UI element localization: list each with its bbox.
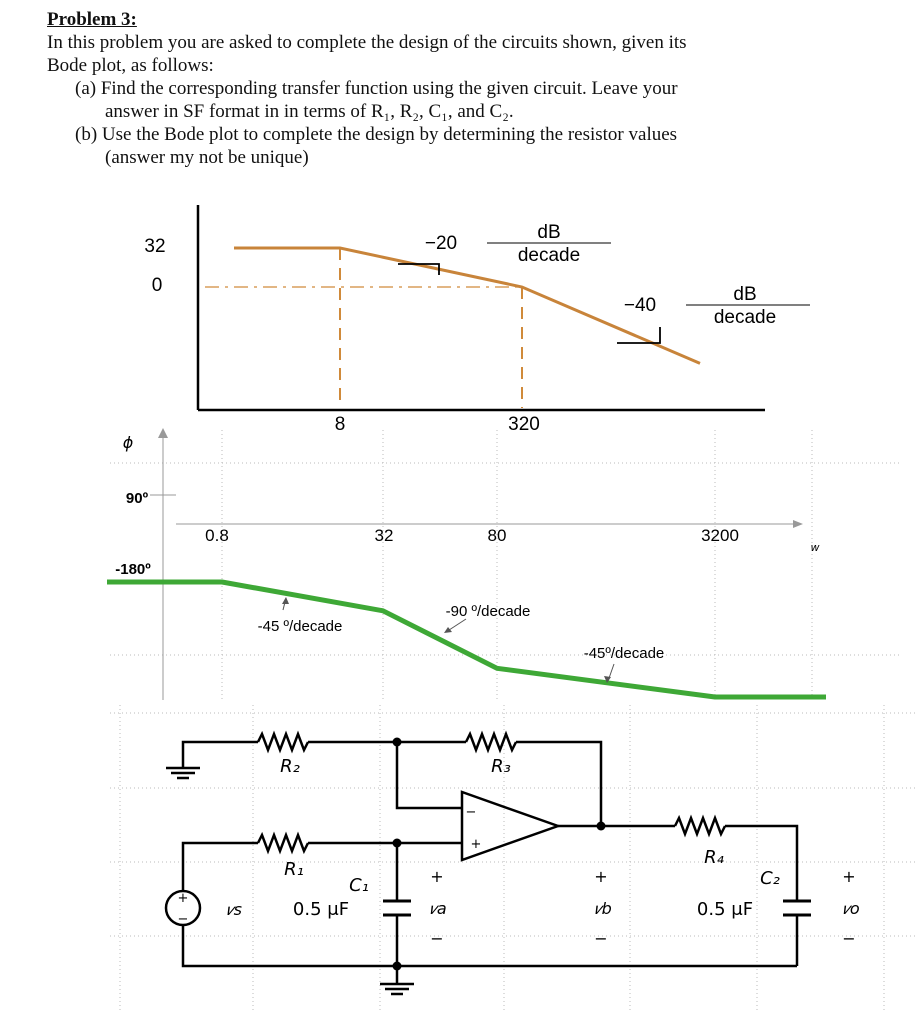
label-vb: 𝑣b xyxy=(594,899,612,918)
phase-tick-90-label: 90º xyxy=(125,490,149,507)
resistor-r4 xyxy=(675,818,725,834)
vo-minus: − xyxy=(842,929,856,948)
intro-line-2: Bode plot, as follows: xyxy=(47,55,214,76)
part-a-line-2: answer in SF format in in terms of R₁, R₂, C₁, and C₂. xyxy=(105,101,514,122)
phase-tick-32: 32 xyxy=(374,526,394,545)
label-vo: 𝑣o xyxy=(842,899,860,918)
part-b-line-1: (b) Use the Bode plot to complete the design by determining the resistor values xyxy=(75,124,678,145)
label-vs: 𝑣s xyxy=(226,900,242,919)
part-a-line-1: (a) Find the corresponding transfer function using the given circuit. Leave your xyxy=(75,78,678,99)
capacitor-c1 xyxy=(383,901,411,915)
label-va: 𝑣a xyxy=(429,899,447,918)
mag-tick-32: 32 xyxy=(144,236,166,257)
phase-tick-80: 80 xyxy=(487,526,507,545)
va-minus: − xyxy=(430,929,444,948)
resistor-r3 xyxy=(466,734,516,750)
label-r3: R₃ xyxy=(491,756,511,777)
slope-1-per: decade xyxy=(517,245,581,266)
vb-plus: + xyxy=(594,867,608,886)
problem-title: Problem 3: xyxy=(47,9,137,30)
label-c2-value: 0.5 μF xyxy=(696,899,754,920)
label-c1-value: 0.5 μF xyxy=(292,899,350,920)
opamp-plus-label: + xyxy=(470,837,482,852)
phase-plot xyxy=(107,428,900,700)
intro-line-1: In this problem you are asked to complete the design of the circuits shown, given its xyxy=(47,32,687,53)
magnitude-plot xyxy=(144,205,810,435)
slope-1-unit: dB xyxy=(537,222,561,243)
annot-1: -45 º/decade xyxy=(257,618,343,635)
phase-xlabel: w xyxy=(810,541,820,554)
label-r2: R₂ xyxy=(280,756,300,777)
label-c1: C₁ xyxy=(349,875,369,896)
phase-x-arrow xyxy=(793,520,803,528)
label-c2: C₂ xyxy=(760,868,780,889)
mag-marker-320: 320 xyxy=(508,414,540,435)
mag-marker-8: 8 xyxy=(334,414,346,435)
part-b-line-2: (answer my not be unique) xyxy=(105,147,309,168)
label-r1: R₁ xyxy=(284,859,304,880)
annot-3: -45º/decade xyxy=(583,645,665,662)
label-r4: R₄ xyxy=(704,847,724,868)
source-plus: + xyxy=(177,891,189,906)
phase-tick-minus180-label: -180º xyxy=(115,561,151,578)
vb-minus: − xyxy=(594,929,608,948)
slope-2-unit: dB xyxy=(733,284,757,305)
opamp-minus-label: − xyxy=(465,805,477,820)
resistor-r1 xyxy=(258,835,308,851)
slope-2-num: −40 xyxy=(623,295,657,316)
phase-y-arrow xyxy=(158,428,168,438)
mag-tick-0: 0 xyxy=(151,275,163,296)
slope-1-num: −20 xyxy=(424,233,458,254)
slope-2-per: decade xyxy=(713,307,777,328)
source-minus: − xyxy=(177,912,189,927)
resistor-r2 xyxy=(258,734,308,750)
capacitor-c2 xyxy=(783,901,811,915)
phase-tick-3200: 3200 xyxy=(701,526,739,545)
bottom-ground-symbol xyxy=(380,984,414,994)
vo-plus: + xyxy=(842,867,856,886)
circuit xyxy=(110,705,915,1010)
phase-grid xyxy=(110,430,900,700)
phase-tick-0.8: 0.8 xyxy=(205,526,229,545)
va-plus: + xyxy=(430,867,444,886)
phase-ylabel: ϕ xyxy=(122,433,134,452)
annot-2: -90 º/decade xyxy=(445,603,531,620)
phase-curve xyxy=(107,582,826,697)
